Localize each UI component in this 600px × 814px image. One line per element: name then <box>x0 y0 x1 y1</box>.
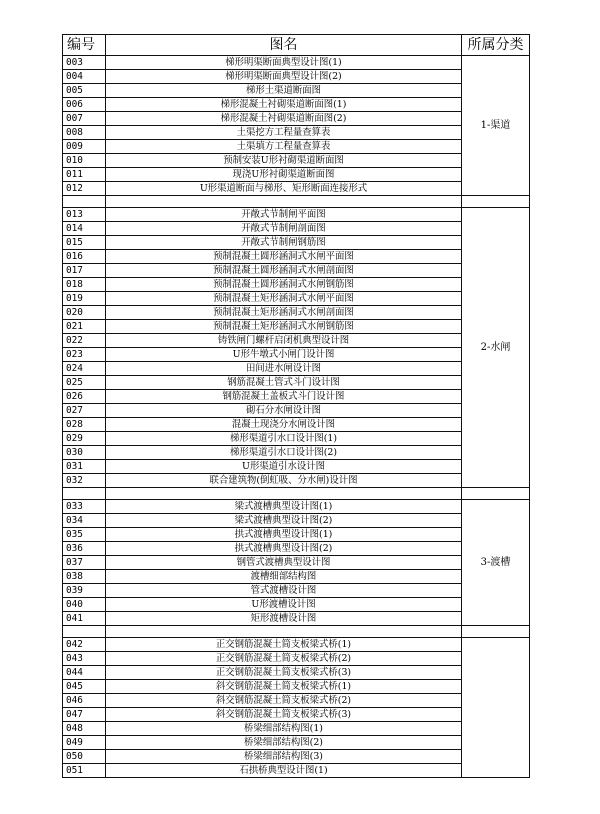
drawing-name: 石拱桥典型设计图(1) <box>106 764 462 778</box>
drawing-number: 012 <box>63 182 106 196</box>
drawing-name: 梯形渠道引水口设计图(1) <box>106 432 462 446</box>
drawing-number: 043 <box>63 652 106 666</box>
table-row <box>63 306 530 320</box>
table-row <box>63 70 530 84</box>
table-row <box>63 264 530 278</box>
drawing-number: 022 <box>63 334 106 348</box>
header-number: 编号 <box>63 35 106 56</box>
drawing-name: 正交钢筋混凝土简支板梁式桥(2) <box>106 652 462 666</box>
drawing-name: 桥梁细部结构图(2) <box>106 736 462 750</box>
table-row <box>63 154 530 168</box>
drawing-number: 008 <box>63 126 106 140</box>
drawing-name: 土渠挖方工程量查算表 <box>106 126 462 140</box>
table-row <box>63 736 530 750</box>
table-row <box>63 652 530 666</box>
drawing-number: 021 <box>63 320 106 334</box>
separator-cell <box>106 488 462 500</box>
table-row <box>63 570 530 584</box>
drawing-name: 田间进水闸设计图 <box>106 362 462 376</box>
drawing-number: 004 <box>63 70 106 84</box>
drawing-number: 029 <box>63 432 106 446</box>
drawing-number: 048 <box>63 722 106 736</box>
drawing-name: 桥梁细部结构图(3) <box>106 750 462 764</box>
drawing-number: 049 <box>63 736 106 750</box>
drawing-number: 006 <box>63 98 106 112</box>
drawing-name: 预制混凝土圆形涵洞式水闸剖面图 <box>106 264 462 278</box>
drawing-index-table <box>62 34 530 778</box>
drawing-name: 砌石分水闸设计图 <box>106 404 462 418</box>
header-row <box>63 35 530 56</box>
table-row <box>63 404 530 418</box>
drawing-name: 桥梁细部结构图(1) <box>106 722 462 736</box>
table-row <box>63 474 530 488</box>
drawing-name: 梯形明渠断面典型设计图(1) <box>106 56 462 70</box>
drawing-name: 管式渡槽设计图 <box>106 584 462 598</box>
table-row <box>63 56 530 70</box>
drawing-name: 土渠填方工程量查算表 <box>106 140 462 154</box>
drawing-number: 026 <box>63 390 106 404</box>
drawing-number: 044 <box>63 666 106 680</box>
drawing-number: 003 <box>63 56 106 70</box>
drawing-number: 019 <box>63 292 106 306</box>
separator-cell <box>462 196 530 208</box>
table-row <box>63 764 530 778</box>
table-row <box>63 278 530 292</box>
table-row <box>63 694 530 708</box>
separator-cell <box>63 196 106 208</box>
drawing-name: U形渠道断面与梯形、矩形断面连接形式 <box>106 182 462 196</box>
drawing-number: 033 <box>63 500 106 514</box>
table-row <box>63 112 530 126</box>
table-row <box>63 168 530 182</box>
drawing-name: 矩形渡槽设计图 <box>106 612 462 626</box>
table-row <box>63 460 530 474</box>
drawing-name: 拱式渡槽典型设计图(1) <box>106 528 462 542</box>
category-cell: 1-渠道 <box>462 56 530 196</box>
drawing-number: 010 <box>63 154 106 168</box>
drawing-number: 024 <box>63 362 106 376</box>
drawing-name: 梯形明渠断面典型设计图(2) <box>106 70 462 84</box>
drawing-name: 预制混凝土矩形涵洞式水闸平面图 <box>106 292 462 306</box>
drawing-number: 036 <box>63 542 106 556</box>
drawing-name: 斜交钢筋混凝土简支板梁式桥(2) <box>106 694 462 708</box>
drawing-name: 梁式渡槽典型设计图(2) <box>106 514 462 528</box>
drawing-name: 斜交钢筋混凝土简支板梁式桥(1) <box>106 680 462 694</box>
drawing-name: 梯形混凝土衬砌渠道断面图(1) <box>106 98 462 112</box>
drawing-number: 025 <box>63 376 106 390</box>
drawing-number: 027 <box>63 404 106 418</box>
drawing-index-sheet <box>62 34 524 778</box>
table-row <box>63 598 530 612</box>
drawing-name: 开敞式节制闸平面图 <box>106 208 462 222</box>
drawing-number: 047 <box>63 708 106 722</box>
separator-cell <box>106 626 462 638</box>
drawing-name: 现浇U形衬砌渠道断面图 <box>106 168 462 182</box>
drawing-number: 039 <box>63 584 106 598</box>
header-drawing-name: 图名 <box>106 35 462 56</box>
drawing-name: 梯形渠道引水口设计图(2) <box>106 446 462 460</box>
drawing-number: 042 <box>63 638 106 652</box>
drawing-name: 预制混凝土矩形涵洞式水闸钢筋图 <box>106 320 462 334</box>
drawing-name: 联合建筑物(倒虹吸、分水闸)设计图 <box>106 474 462 488</box>
table-row <box>63 514 530 528</box>
drawing-number: 018 <box>63 278 106 292</box>
drawing-name: 预制混凝土圆形涵洞式水闸钢筋图 <box>106 278 462 292</box>
drawing-name: 拱式渡槽典型设计图(2) <box>106 542 462 556</box>
table-row <box>63 208 530 222</box>
table-row <box>63 390 530 404</box>
drawing-number: 032 <box>63 474 106 488</box>
drawing-number: 051 <box>63 764 106 778</box>
table-row <box>63 500 530 514</box>
table-row <box>63 680 530 694</box>
table-row <box>63 348 530 362</box>
separator-cell <box>462 626 530 638</box>
table-row <box>63 98 530 112</box>
drawing-number: 038 <box>63 570 106 584</box>
category-cell: 2-水闸 <box>462 208 530 488</box>
table-row <box>63 446 530 460</box>
table-row <box>63 376 530 390</box>
drawing-name: U形牛墩式小闸门设计图 <box>106 348 462 362</box>
table-row <box>63 708 530 722</box>
drawing-name: 钢管式渡槽典型设计图 <box>106 556 462 570</box>
table-row <box>63 236 530 250</box>
category-cell <box>462 638 530 778</box>
drawing-name: U形渠道引水设计图 <box>106 460 462 474</box>
drawing-number: 041 <box>63 612 106 626</box>
separator-cell <box>462 488 530 500</box>
drawing-name: 梯形土渠道断面图 <box>106 84 462 98</box>
group-separator-row <box>63 626 530 638</box>
drawing-number: 005 <box>63 84 106 98</box>
table-row <box>63 182 530 196</box>
drawing-number: 016 <box>63 250 106 264</box>
table-row <box>63 528 530 542</box>
table-row <box>63 334 530 348</box>
drawing-name: 梯形混凝土衬砌渠道断面图(2) <box>106 112 462 126</box>
table-row <box>63 84 530 98</box>
table-row <box>63 418 530 432</box>
table-row <box>63 432 530 446</box>
drawing-number: 015 <box>63 236 106 250</box>
table-row <box>63 584 530 598</box>
drawing-number: 007 <box>63 112 106 126</box>
drawing-name: 钢筋混凝土管式斗门设计图 <box>106 376 462 390</box>
drawing-number: 050 <box>63 750 106 764</box>
table-row <box>63 140 530 154</box>
drawing-name: 正交钢筋混凝土简支板梁式桥(1) <box>106 638 462 652</box>
drawing-name: 预制安装U形衬砌渠道断面图 <box>106 154 462 168</box>
drawing-number: 031 <box>63 460 106 474</box>
drawing-number: 035 <box>63 528 106 542</box>
category-cell: 3-渡槽 <box>462 500 530 626</box>
drawing-number: 037 <box>63 556 106 570</box>
separator-cell <box>63 626 106 638</box>
drawing-name: 梁式渡槽典型设计图(1) <box>106 500 462 514</box>
drawing-number: 030 <box>63 446 106 460</box>
table-row <box>63 362 530 376</box>
table-row <box>63 292 530 306</box>
drawing-name: U形渡槽设计图 <box>106 598 462 612</box>
drawing-name: 开敞式节制闸钢筋图 <box>106 236 462 250</box>
group-separator-row <box>63 488 530 500</box>
drawing-number: 014 <box>63 222 106 236</box>
table-row <box>63 126 530 140</box>
drawing-name: 正交钢筋混凝土简支板梁式桥(3) <box>106 666 462 680</box>
table-row <box>63 250 530 264</box>
drawing-name: 混凝土现浇分水闸设计图 <box>106 418 462 432</box>
drawing-number: 009 <box>63 140 106 154</box>
table-row <box>63 666 530 680</box>
group-separator-row <box>63 196 530 208</box>
table-row <box>63 612 530 626</box>
table-row <box>63 750 530 764</box>
header-category: 所属分类 <box>462 35 530 56</box>
table-body <box>63 56 530 778</box>
drawing-number: 040 <box>63 598 106 612</box>
drawing-number: 011 <box>63 168 106 182</box>
drawing-name: 钢筋混凝土盖板式斗门设计图 <box>106 390 462 404</box>
separator-cell <box>106 196 462 208</box>
table-row <box>63 222 530 236</box>
drawing-number: 045 <box>63 680 106 694</box>
drawing-number: 046 <box>63 694 106 708</box>
drawing-number: 013 <box>63 208 106 222</box>
table-row <box>63 556 530 570</box>
drawing-name: 预制混凝土圆形涵洞式水闸平面图 <box>106 250 462 264</box>
drawing-name: 铸铁闸门螺杆启闭机典型设计图 <box>106 334 462 348</box>
drawing-number: 034 <box>63 514 106 528</box>
table-row <box>63 320 530 334</box>
table-row <box>63 638 530 652</box>
drawing-name: 斜交钢筋混凝土简支板梁式桥(3) <box>106 708 462 722</box>
drawing-number: 020 <box>63 306 106 320</box>
drawing-number: 023 <box>63 348 106 362</box>
drawing-number: 017 <box>63 264 106 278</box>
table-row <box>63 542 530 556</box>
drawing-name: 渡槽细部结构图 <box>106 570 462 584</box>
separator-cell <box>63 488 106 500</box>
drawing-number: 028 <box>63 418 106 432</box>
drawing-name: 预制混凝土矩形涵洞式水闸剖面图 <box>106 306 462 320</box>
drawing-name: 开敞式节制闸剖面图 <box>106 222 462 236</box>
table-row <box>63 722 530 736</box>
